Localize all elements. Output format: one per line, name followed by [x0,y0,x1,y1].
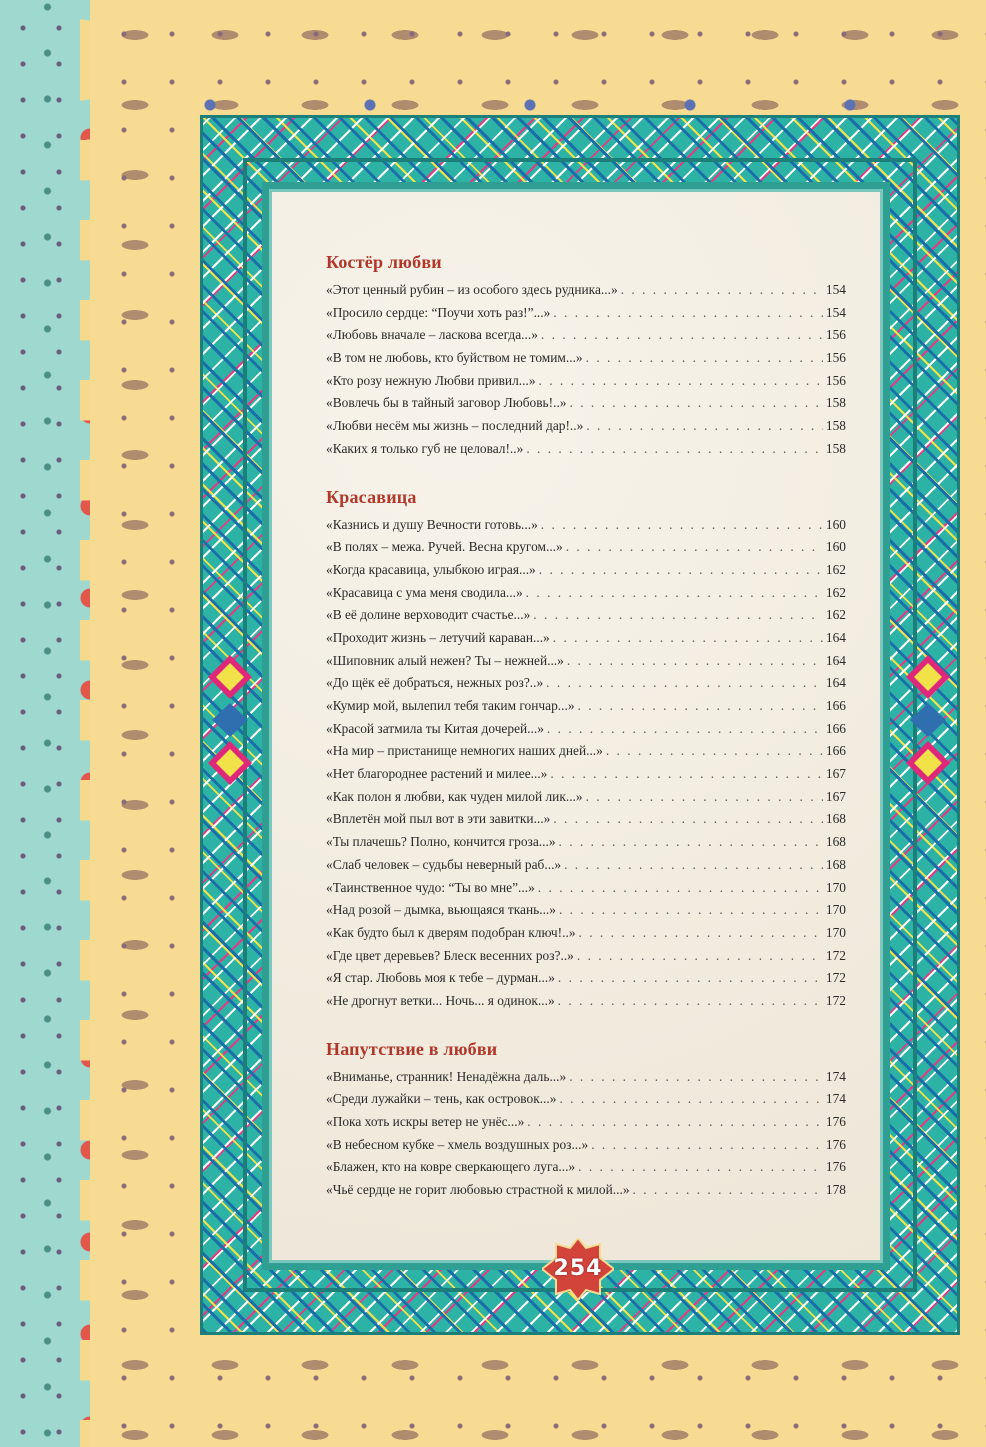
toc-entry[interactable] [326,1066,846,1089]
toc-entry[interactable] [326,559,846,582]
toc-dot-leader [559,899,823,922]
toc-dot-leader [539,370,823,393]
toc-entry[interactable] [326,786,846,809]
toc-entry[interactable] [326,438,846,461]
toc-entry-page: 162 [825,607,846,623]
toc-dot-leader [538,877,823,900]
toc-entry[interactable] [326,831,846,854]
toc-dot-leader [586,786,823,809]
toc-entry-title: «Любовь вначале – ласкова всегда...» [326,327,538,343]
toc-dot-leader [578,695,823,718]
toc-entry-title: «Как будто был к дверям подобран ключ!..» [326,924,576,940]
toc-section [326,487,846,1013]
toc-entry-page: 158 [825,418,846,434]
toc-entry[interactable] [326,990,846,1013]
toc-entry-title: «В полях – межа. Ручей. Весна кругом...» [326,539,563,555]
toc-entry-title: «Кто розу нежную Любви привил...» [326,372,536,388]
toc-dot-leader [570,392,823,415]
toc-dot-leader [567,650,823,673]
toc-entry[interactable] [326,877,846,900]
toc-entry[interactable] [326,347,846,370]
toc-dot-leader [606,740,823,763]
toc-entry-title: «Как полон я любви, как чуден милой лик...» [326,788,583,804]
contents-panel [262,182,890,1270]
toc-entry[interactable] [326,763,846,786]
toc-entry-title: «Слаб человек – судьбы неверный раб...» [326,856,562,872]
toc-dot-leader [558,990,823,1013]
toc-entry-title: «Блажен, кто на ковре сверкающего луга...» [326,1159,576,1175]
toc-entry[interactable] [326,1156,846,1179]
toc-entry[interactable] [326,536,846,559]
toc-dot-leader [578,1156,823,1179]
toc-entry-title: «В её долине верховодит счастье...» [326,607,531,623]
toc-entry-title: «Проходит жизнь – летучий караван...» [326,629,550,645]
toc-entry-title: «Вовлечь бы в тайный заговор Любовь!..» [326,395,567,411]
toc-entry-title: «Вплетён мой пыл вот в эти завитки...» [326,811,551,827]
toc-entry-page: 164 [825,652,846,668]
toc-entry[interactable] [326,279,846,302]
toc-entry-page: 160 [825,516,846,532]
toc-dot-leader [621,279,823,302]
toc-entry-page: 164 [825,629,846,645]
toc-dot-leader [533,604,823,627]
toc-entry[interactable] [326,324,846,347]
toc-entry-page: 170 [825,879,846,895]
toc-entry-page: 156 [825,327,846,343]
toc-dot-leader [566,536,823,559]
toc-entry-title: «Просило сердце: “Поучи хоть раз!”...» [326,304,551,320]
toc-entry[interactable] [326,627,846,650]
toc-entry-title: «В небесном кубке – хмель воздушных роз...» [326,1136,589,1152]
toc-dot-leader [539,559,823,582]
toc-dot-leader [541,514,823,537]
toc-entry-page: 166 [825,698,846,713]
toc-entry-page: 172 [825,970,846,986]
toc-dot-leader [546,672,823,695]
toc-entry-page: 166 [825,743,846,759]
toc-entry-page: 170 [825,924,846,940]
toc-dot-leader [579,922,823,945]
toc-entry-title: «Нет благороднее растений и милее...» [326,766,548,782]
toc-entry-page: 162 [825,584,846,600]
toc-dot-leader [586,415,823,438]
toc-entry-page: 160 [825,539,846,555]
toc-entry-title: «Кумир мой, вылепил тебя таким гончар...» [326,698,575,713]
toc-entry-title: «До щёк её добраться, нежных роз?..» [326,675,544,691]
toc-dot-leader [564,854,823,877]
toc-entry-page: 168 [825,834,846,850]
toc-entry-page: 168 [825,856,846,872]
toc-dot-leader [526,582,823,605]
toc-entry[interactable] [326,1088,846,1111]
toc-entry-page: 176 [825,1114,846,1129]
toc-entry-page: 167 [825,766,846,782]
toc-entry[interactable] [326,854,846,877]
section-title: Красавица [326,486,417,507]
toc-entry[interactable] [326,1179,846,1202]
toc-dot-leader [591,1134,823,1157]
toc-dot-leader [559,1088,822,1111]
toc-entry-page: 164 [825,675,846,691]
toc-entry[interactable] [326,514,846,537]
toc-entry-title: «Шиповник алый нежен? Ты – нежней...» [326,652,564,668]
toc-entry-title: «Где цвет деревьев? Блеск весенних роз?..» [326,947,574,963]
toc-entry[interactable] [326,922,846,945]
toc-dot-leader [586,347,823,370]
toc-dot-leader [550,763,823,786]
toc-entry-page: 172 [825,947,846,963]
toc-entry-title: «Над розой – дымка, вьющаяся ткань...» [326,902,556,918]
table-of-contents [326,252,846,1228]
toc-entry[interactable] [326,650,846,673]
contents-paper [269,189,883,1263]
toc-entry-title: «Вниманье, странник! Ненадёжна даль...» [326,1068,567,1084]
toc-entry-page: 174 [825,1068,846,1084]
toc-dot-leader [577,945,823,968]
section-title: Напутствие в любви [326,1038,498,1059]
toc-dot-leader [633,1179,823,1202]
toc-entry-page: 168 [825,811,846,827]
toc-dot-leader [526,438,823,461]
toc-entry[interactable] [326,582,846,605]
toc-entry-page: 156 [825,372,846,388]
toc-entry-title: «Этот ценный рубин – из особого здесь рудника...» [326,282,618,297]
toc-entry[interactable] [326,740,846,763]
toc-entry[interactable] [326,302,846,325]
toc-entry[interactable] [326,808,846,831]
toc-entry[interactable] [326,967,846,990]
toc-entry[interactable] [326,370,846,393]
toc-entry-page: 172 [825,992,846,1008]
toc-dot-leader [559,831,823,854]
toc-entry-title: «Когда красавица, улыбкою играя...» [326,561,536,577]
toc-entry-page: 176 [825,1136,846,1152]
toc-entry-title: «Красавица с ума меня сводила...» [326,584,523,600]
toc-dot-leader [558,967,823,990]
toc-entry[interactable] [326,392,846,415]
toc-entry-page: 158 [825,440,846,456]
toc-entry-page: 174 [825,1091,846,1107]
toc-entry-title: «Чьё сердце не горит любовью страстной к милой...» [326,1182,630,1198]
toc-entry-title: «Любви несём мы жизнь – последний дар!..» [326,418,584,434]
toc-entry[interactable] [326,672,846,695]
toc-entry-title: «Ты плачешь? Полно, кончится гроза...» [326,834,556,850]
toc-entry[interactable] [326,604,846,627]
toc-entry-title: «Таинственное чудо: “Ты во мне”...» [326,879,535,895]
toc-entry[interactable] [326,1111,846,1134]
toc-dot-leader [553,808,823,831]
toc-dot-leader [541,324,823,347]
toc-entry[interactable] [326,718,846,741]
toc-entry-title: «Каких я только губ не целовал!..» [326,440,524,456]
toc-entry[interactable] [326,415,846,438]
toc-dot-leader [547,718,823,741]
toc-entry-page: 158 [825,395,846,411]
toc-dot-leader [553,627,823,650]
toc-entry-page: 154 [825,304,846,320]
toc-entry[interactable] [326,1134,846,1157]
toc-entry-title: «Казнись и душу Вечности готовь...» [326,516,538,532]
left-jewel-ornament [208,655,252,785]
page-number-badge [542,1238,614,1300]
toc-entry-page: 178 [825,1182,846,1198]
toc-entry-title: «Красой затмила ты Китая дочерей...» [326,720,544,736]
toc-entry-title: «Среди лужайки – тень, как островок...» [326,1091,557,1107]
toc-section [326,252,846,461]
toc-entry-page: 166 [825,720,846,736]
toc-entry-title: «Не дрогнут ветки... Ночь... я одинок...» [326,992,555,1008]
toc-entry-page: 170 [825,902,846,918]
toc-entry-title: «Я стар. Любовь моя к тебе – дурман...» [326,970,555,986]
toc-dot-leader [553,302,823,325]
toc-entry-page: 162 [825,561,846,577]
toc-section [326,1039,846,1202]
section-title: Костёр любви [326,252,442,272]
toc-entry-title: «Пока хоть искры ветер не унёс...» [326,1114,525,1129]
toc-entry-page: 176 [825,1159,846,1175]
toc-entry-page: 156 [825,350,846,366]
toc-entry-title: «В том не любовь, кто буйством не томим...» [326,350,583,366]
right-jewel-ornament [906,655,950,785]
toc-entry[interactable] [326,899,846,922]
toc-entry-page: 154 [825,282,846,297]
toc-entry[interactable] [326,945,846,968]
toc-entry-title: «На мир – пристанище немногих наших дней...» [326,743,603,759]
toc-entry[interactable] [326,695,846,718]
toc-dot-leader [527,1111,823,1134]
toc-entry-page: 167 [825,788,846,804]
toc-dot-leader [569,1066,823,1089]
page-number: 254 [553,1256,603,1281]
